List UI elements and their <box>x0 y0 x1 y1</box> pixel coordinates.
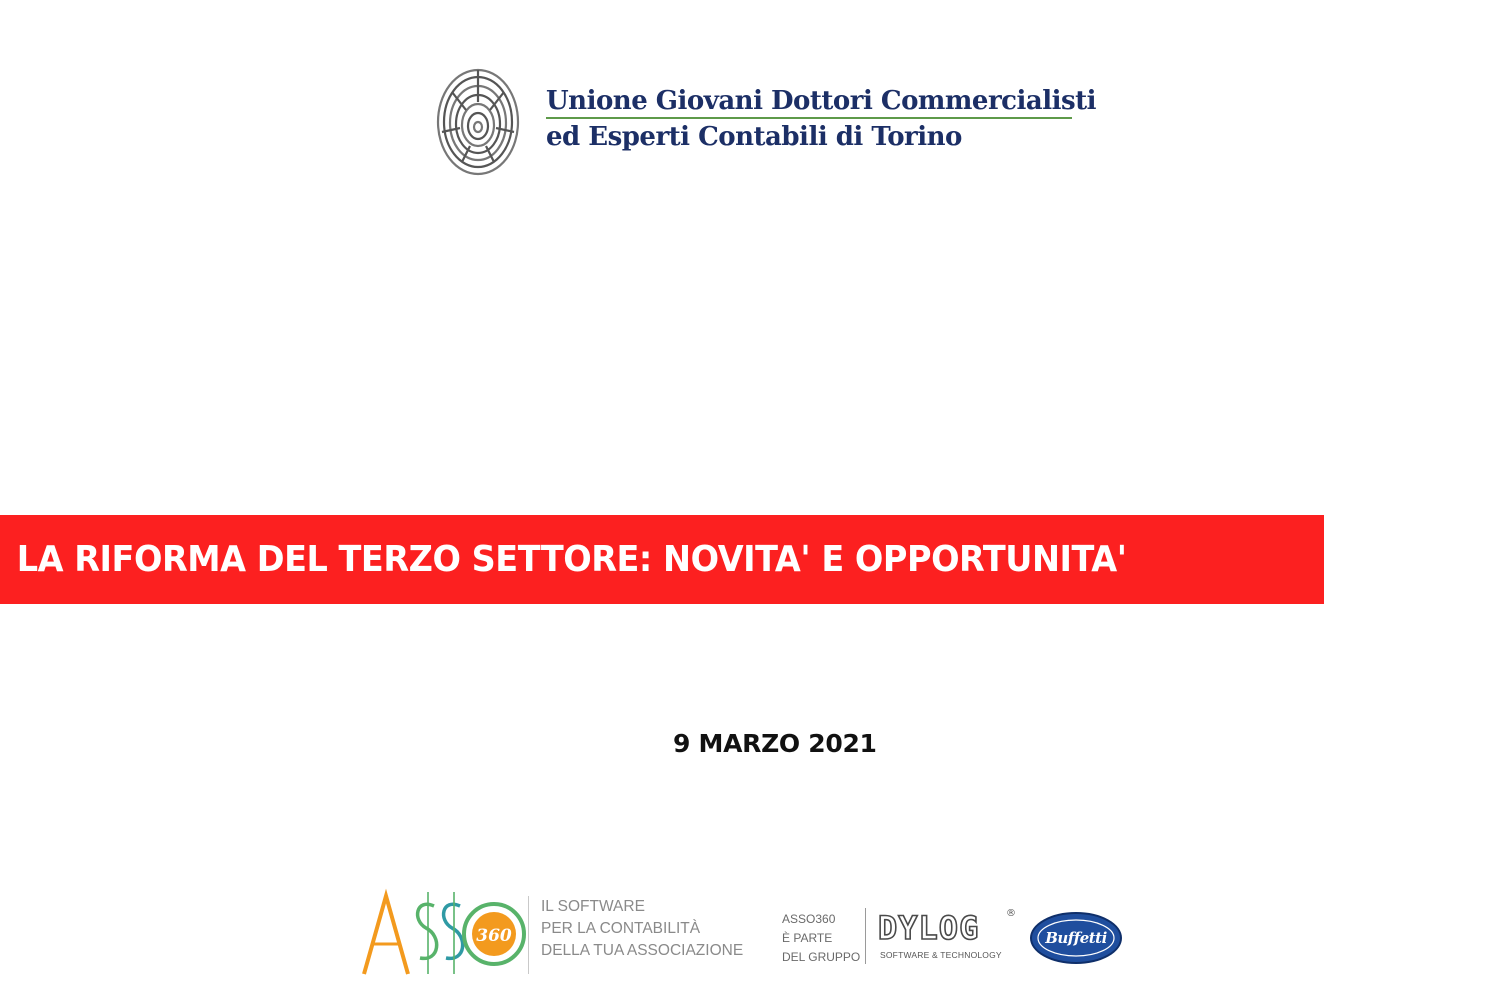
buffetti-wordmark: Buffetti <box>1045 929 1107 947</box>
ugdc-name <box>546 86 1097 152</box>
buffetti-logo <box>1028 910 1124 966</box>
registered-mark: ® <box>1006 908 1016 919</box>
dylog-wordmark: DYLOG <box>878 909 980 947</box>
group-note <box>782 910 860 967</box>
event-date: 9 MARZO 2021 <box>673 729 877 758</box>
group-note-line: DEL GRUPPO <box>782 950 861 964</box>
ugdc-logo <box>432 62 1097 180</box>
page-title: LA RIFORMA DEL TERZO SETTORE: NOVITA' E OPPORTUNITA' <box>16 539 1127 580</box>
dylog-subtitle: SOFTWARE & TECHNOLOGY <box>880 950 1002 960</box>
group-note-line: ASSO360 <box>782 912 836 926</box>
tagline-line: DELLA TUA ASSOCIAZIONE <box>541 942 744 959</box>
tagline-line: IL SOFTWARE <box>541 898 645 915</box>
tagline-line: PER LA CONTABILITÀ <box>541 920 701 937</box>
group-note-line: È PARTE <box>782 931 833 945</box>
dylog-logo <box>878 910 1018 970</box>
org-name-line1: Unione Giovani Dottori Commercialisti <box>546 86 1097 116</box>
asso-tagline <box>528 896 743 974</box>
title-band <box>0 515 1324 604</box>
org-name-line2: ed Esperti Contabili di Torino <box>546 122 962 152</box>
logo-divider <box>865 908 866 964</box>
asso360-logo <box>360 888 530 978</box>
asso-badge-text: 360 <box>476 926 512 946</box>
fingerprint-labyrinth-icon <box>432 62 522 178</box>
divider <box>546 117 1072 119</box>
sponsor-logos <box>360 888 1130 980</box>
